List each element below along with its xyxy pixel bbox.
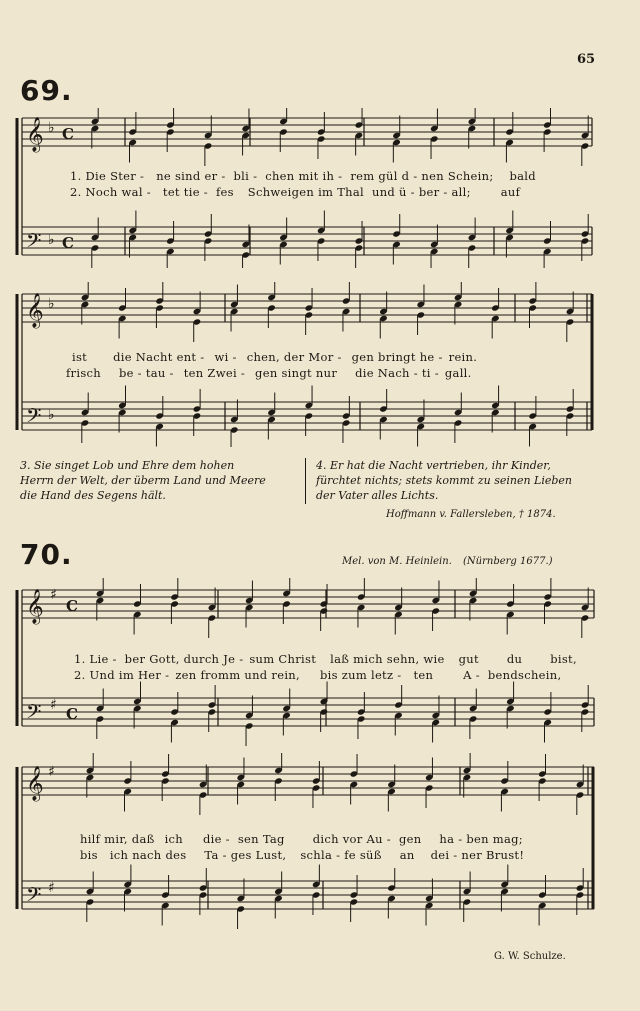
svg-text:♯: ♯ <box>50 697 57 713</box>
lyric: frisch <box>66 366 101 380</box>
lyric: tet tie - <box>162 185 208 199</box>
lyric: chen mit ih - <box>265 169 343 183</box>
lyric: ich <box>164 832 184 846</box>
verse-line: der Vater alles Lichts. <box>316 489 439 502</box>
melody-year: (Nürnberg 1677.) <box>463 556 553 567</box>
lyric: bist, <box>550 652 577 666</box>
lyric: 1. Lie - <box>74 652 117 666</box>
melody-credit: Mel. von M. Heinlein. <box>342 556 452 567</box>
hymn-70-s2-lyrics-line1 <box>80 832 523 846</box>
lyric: dei - ner Brust! <box>430 848 525 862</box>
lyric: und ü - ber - all; <box>371 185 471 199</box>
lyric: 2. Und im Her - <box>74 668 170 682</box>
lyric: rein. <box>448 350 478 364</box>
hymn-69-s2-lyrics-line2 <box>66 366 472 380</box>
lyric: bis zum letz - <box>319 668 402 682</box>
svg-text:𝄢: 𝄢 <box>26 883 42 911</box>
lyric: schla - fe süß <box>300 848 382 862</box>
lyric: ber Gott, durch Je - <box>124 652 244 666</box>
lyric: gut <box>458 652 479 666</box>
svg-text:♭: ♭ <box>48 296 55 312</box>
lyric: bendschein, <box>487 668 562 682</box>
hymn-69-s1-lyrics-line1 <box>70 169 536 183</box>
lyric: laß mich sehn, wie <box>330 652 445 666</box>
svg-text:𝄢: 𝄢 <box>26 700 42 728</box>
hymn-70-s2-lyrics-line2 <box>80 848 524 862</box>
lyric: gen <box>398 832 422 846</box>
lyric: fes <box>215 185 234 199</box>
lyric: ten Zwei - <box>183 366 246 380</box>
svg-text:♯: ♯ <box>48 880 55 896</box>
lyric: gen singt nur <box>255 366 338 380</box>
lyric: ist <box>72 350 88 364</box>
hymn-70-s1-lyrics-line1 <box>74 652 577 666</box>
lyric: 2. Noch wal - <box>70 185 151 199</box>
lyric: an <box>399 848 415 862</box>
lyric: auf <box>500 185 521 199</box>
svg-text:𝄢: 𝄢 <box>26 404 42 432</box>
lyric: 1. Die Ster - <box>70 169 145 183</box>
lyric: ha - ben mag; <box>439 832 523 846</box>
lyric: die Nach - ti - <box>355 366 439 380</box>
hymn-69-s2-lyrics-line1 <box>72 350 477 364</box>
svg-text:♭: ♭ <box>48 120 55 136</box>
verse-line: 4. Er hat die Nacht vertrieben, ihr Kinder, <box>316 459 551 472</box>
lyric: bald <box>509 169 536 183</box>
svg-text:C: C <box>62 234 74 252</box>
lyric: chen, der Mor - <box>246 350 342 364</box>
svg-text:𝄞: 𝄞 <box>26 589 44 624</box>
svg-text:𝄞: 𝄞 <box>26 766 44 801</box>
hymn-70-melody-credit <box>342 556 553 567</box>
hymn-69-system-2-staves <box>0 282 640 447</box>
lyric: ich nach des <box>109 848 187 862</box>
svg-text:C: C <box>62 125 74 143</box>
lyric: du <box>506 652 523 666</box>
svg-text:C: C <box>66 705 78 723</box>
lyric: sum Christ <box>249 652 317 666</box>
svg-text:♭: ♭ <box>48 232 55 248</box>
hymn-69-author: Hoffmann v. Fallersleben, † 1874. <box>386 509 556 520</box>
page-number: 65 <box>577 52 596 67</box>
hymn-69-s1-lyrics-line2 <box>70 185 520 199</box>
verse-line: 3. Sie singet Lob und Ehre dem hohen <box>20 459 235 472</box>
svg-text:C: C <box>66 597 78 615</box>
verse-line: fürchtet nichts; stets kommt zu seinen Lieben <box>316 474 573 487</box>
lyric: bli - <box>233 169 258 183</box>
verse-divider <box>305 458 306 504</box>
hymn-70-number: 70. <box>20 538 73 571</box>
lyric: gen bringt he - <box>351 350 443 364</box>
lyric: zen fromm und rein, <box>175 668 300 682</box>
svg-text:𝄞: 𝄞 <box>26 117 44 152</box>
lyric: ten <box>413 668 434 682</box>
lyric: Ta - ges Lust, <box>204 848 287 862</box>
svg-text:♯: ♯ <box>48 764 55 780</box>
lyric: die Nacht ent - <box>113 350 205 364</box>
svg-text:𝄢: 𝄢 <box>26 229 42 257</box>
lyric: wi - <box>214 350 237 364</box>
svg-text:♭: ♭ <box>48 407 55 423</box>
svg-text:♯: ♯ <box>50 587 57 603</box>
hymn-69-verse-4 <box>316 458 572 503</box>
lyric: sen Tag <box>237 832 285 846</box>
lyric: hilf mir, daß <box>80 832 155 846</box>
lyric: gall. <box>444 366 472 380</box>
lyric: rem gül d - nen Schein; <box>350 169 494 183</box>
hymn-70-s1-lyrics-line2 <box>74 668 561 682</box>
lyric: die - <box>202 832 230 846</box>
verse-line: Herrn der Welt, der überm Land und Meere <box>20 474 266 487</box>
lyric: dich vor Au - <box>312 832 391 846</box>
lyric: be - tau - <box>118 366 174 380</box>
verse-line: die Hand des Segens hält. <box>20 489 166 502</box>
lyric: ne sind er - <box>156 169 226 183</box>
lyric: Schweigen im Thal <box>247 185 365 199</box>
lyric: A - <box>463 668 480 682</box>
hymn-69-verse-3 <box>20 458 266 503</box>
hymn-69-number: 69. <box>20 74 73 107</box>
svg-text:𝄞: 𝄞 <box>26 293 44 328</box>
hymn-70-arranger: G. W. Schulze. <box>494 951 566 962</box>
lyric: bis <box>80 848 98 862</box>
